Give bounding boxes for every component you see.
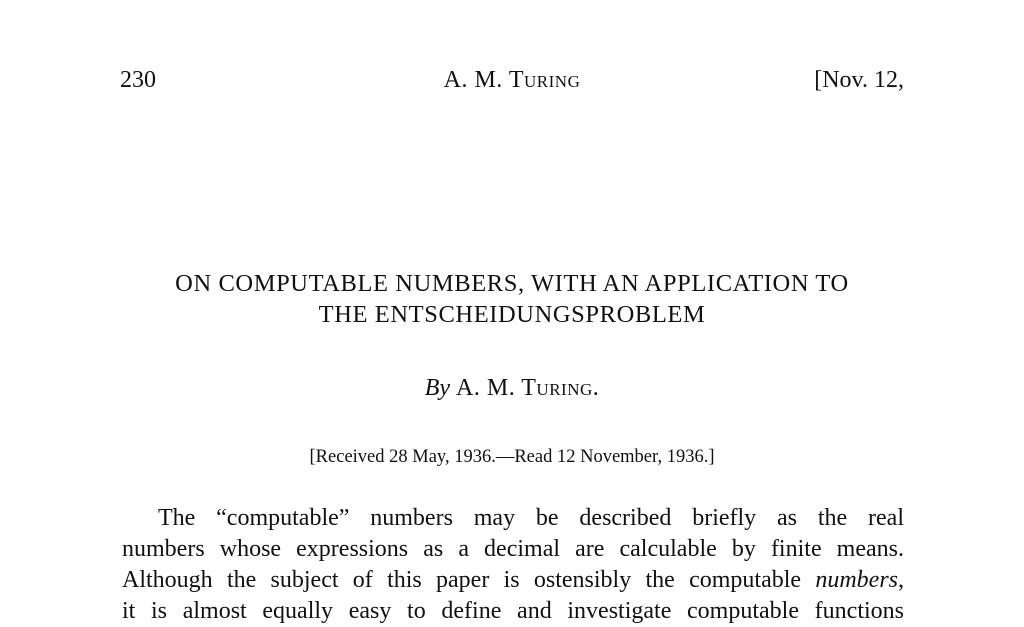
body-line-2: numbers whose expressions as a decimal are calculable by finite means. xyxy=(122,536,904,562)
body-line-3-emphasis: numbers xyxy=(815,567,898,593)
byline-author: A. M. Turing. xyxy=(456,375,600,401)
paper-title-line-2: THE ENTSCHEIDUNGSPROBLEM xyxy=(318,301,706,328)
body-paragraph xyxy=(122,503,904,627)
body-line-3-end: , xyxy=(898,567,904,593)
byline-by: By xyxy=(424,375,451,401)
body-line-1: The “computable” numbers may be described briefly as the real xyxy=(158,505,904,531)
paper-title-line-1: ON COMPUTABLE NUMBERS, WITH AN APPLICATION TO xyxy=(175,270,849,297)
paper-title xyxy=(100,268,924,330)
body-line-3-start: Although the subject of this paper is ostensibly the computable xyxy=(122,567,816,593)
body-line-4: it is almost equally easy to define and investigate computable functions xyxy=(122,598,904,624)
received-note: [Received 28 May, 1936.—Read 12 November, 1936.] xyxy=(309,447,715,467)
page-number: 230 xyxy=(120,67,156,93)
running-head-date: [Nov. 12, xyxy=(814,67,904,93)
byline xyxy=(0,372,1024,404)
running-head-author: A. M. Turing xyxy=(443,67,581,93)
body-line-3 xyxy=(122,565,904,596)
running-head xyxy=(0,62,1024,98)
